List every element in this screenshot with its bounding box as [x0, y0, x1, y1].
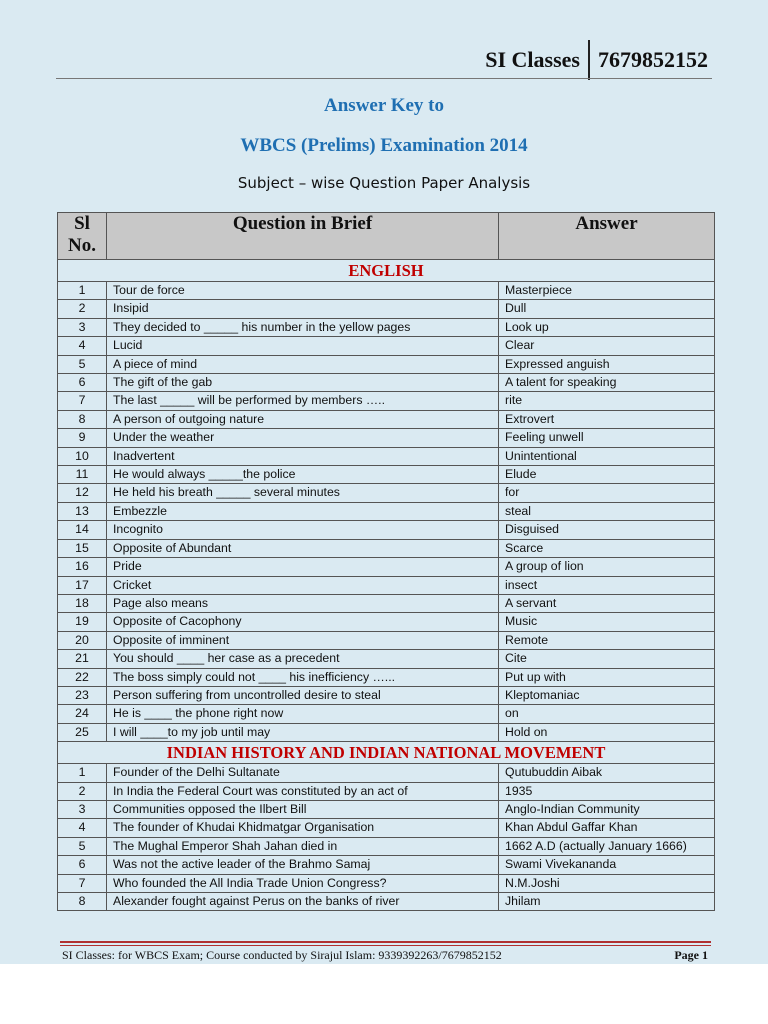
table-row [58, 392, 715, 410]
row-number: 8 [58, 410, 107, 428]
row-question: Lucid [107, 337, 499, 355]
row-question: The last _____ will be performed by members ….. [107, 392, 499, 410]
row-question: Opposite of Abundant [107, 539, 499, 557]
table-row [58, 374, 715, 392]
row-question: Founder of the Delhi Sultanate [107, 764, 499, 782]
row-question: In India the Federal Court was constituted by an act of [107, 782, 499, 800]
row-number: 14 [58, 521, 107, 539]
row-number: 15 [58, 539, 107, 557]
row-answer: Jhilam [499, 893, 715, 911]
table-row [58, 502, 715, 520]
row-question: The gift of the gab [107, 374, 499, 392]
row-number: 23 [58, 686, 107, 704]
row-question: Page also means [107, 594, 499, 612]
row-number: 10 [58, 447, 107, 465]
table-row [58, 819, 715, 837]
row-number: 8 [58, 893, 107, 911]
header-question: Question in Brief [107, 213, 499, 260]
row-question: The boss simply could not ____ his inefficiency …... [107, 668, 499, 686]
row-answer: N.M.Joshi [499, 874, 715, 892]
row-number: 17 [58, 576, 107, 594]
row-answer: Masterpiece [499, 282, 715, 300]
table-row [58, 337, 715, 355]
table-row [58, 576, 715, 594]
table-row [58, 668, 715, 686]
row-number: 20 [58, 631, 107, 649]
row-question: A person of outgoing nature [107, 410, 499, 428]
section-title: INDIAN HISTORY AND INDIAN NATIONAL MOVEMENT [58, 742, 715, 764]
row-answer: Remote [499, 631, 715, 649]
row-number: 5 [58, 355, 107, 373]
row-number: 19 [58, 613, 107, 631]
row-number: 1 [58, 764, 107, 782]
row-answer: Expressed anguish [499, 355, 715, 373]
row-question: Alexander fought against Perus on the banks of river [107, 893, 499, 911]
row-number: 11 [58, 466, 107, 484]
row-number: 3 [58, 800, 107, 818]
row-question: Opposite of Cacophony [107, 613, 499, 631]
table-body [58, 260, 715, 911]
table-row [58, 764, 715, 782]
row-number: 6 [58, 856, 107, 874]
table-row [58, 466, 715, 484]
row-answer: rite [499, 392, 715, 410]
row-answer: Music [499, 613, 715, 631]
header-divider [56, 78, 712, 79]
row-answer: Put up with [499, 668, 715, 686]
row-answer: Dull [499, 300, 715, 318]
row-number: 25 [58, 723, 107, 741]
row-number: 4 [58, 337, 107, 355]
footer-text: SI Classes: for WBCS Exam; Course conducted by Sirajul Islam: 9339392263/7679852152 [62, 948, 502, 962]
row-number: 1 [58, 282, 107, 300]
table-row [58, 539, 715, 557]
section-header-row [58, 742, 715, 764]
row-number: 24 [58, 705, 107, 723]
table-row [58, 484, 715, 502]
row-answer: Kleptomaniac [499, 686, 715, 704]
row-question: He would always _____the police [107, 466, 499, 484]
title-line-1: Answer Key to [324, 95, 444, 116]
table-row [58, 800, 715, 818]
header-phone: 7679852152 [598, 47, 708, 72]
row-answer: for [499, 484, 715, 502]
row-question: Incognito [107, 521, 499, 539]
footer-divider-thin [60, 945, 711, 946]
table-row [58, 686, 715, 704]
subtitle: Subject – wise Question Paper Analysis [237, 174, 531, 192]
row-answer: Qutubuddin Aibak [499, 764, 715, 782]
row-answer: Extrovert [499, 410, 715, 428]
row-answer: Look up [499, 318, 715, 336]
row-question: Communities opposed the Ilbert Bill [107, 800, 499, 818]
header-answer: Answer [499, 213, 715, 260]
table-row [58, 558, 715, 576]
row-number: 5 [58, 837, 107, 855]
row-answer: 1662 A.D (actually January 1666) [499, 837, 715, 855]
row-question: He is ____ the phone right now [107, 705, 499, 723]
table-row [58, 521, 715, 539]
row-number: 13 [58, 502, 107, 520]
row-number: 18 [58, 594, 107, 612]
table-row [58, 631, 715, 649]
brand-name: SI Classes [485, 40, 590, 80]
row-answer: on [499, 705, 715, 723]
row-answer: 1935 [499, 782, 715, 800]
row-number: 7 [58, 874, 107, 892]
table-header-row [58, 213, 715, 260]
table-row [58, 300, 715, 318]
table-row [58, 355, 715, 373]
table-row [58, 282, 715, 300]
table-row [58, 874, 715, 892]
row-number: 3 [58, 318, 107, 336]
row-question: Embezzle [107, 502, 499, 520]
row-question: Pride [107, 558, 499, 576]
table-row [58, 429, 715, 447]
row-answer: Unintentional [499, 447, 715, 465]
row-answer: Clear [499, 337, 715, 355]
row-question: Under the weather [107, 429, 499, 447]
page-header [485, 38, 708, 82]
row-question: I will ____to my job until may [107, 723, 499, 741]
row-answer: Hold on [499, 723, 715, 741]
row-number: 7 [58, 392, 107, 410]
row-answer: Cite [499, 650, 715, 668]
row-answer: insect [499, 576, 715, 594]
table-row [58, 856, 715, 874]
row-number: 21 [58, 650, 107, 668]
row-question: Tour de force [107, 282, 499, 300]
row-question: The Mughal Emperor Shah Jahan died in [107, 837, 499, 855]
title-line-2: WBCS (Prelims) Examination 2014 [240, 135, 528, 156]
row-question: Was not the active leader of the Brahmo Samaj [107, 856, 499, 874]
row-question: Cricket [107, 576, 499, 594]
row-number: 22 [58, 668, 107, 686]
row-answer: Swami Vivekananda [499, 856, 715, 874]
table-row [58, 318, 715, 336]
row-question: The founder of Khudai Khidmatgar Organisation [107, 819, 499, 837]
row-answer: Khan Abdul Gaffar Khan [499, 819, 715, 837]
table-row [58, 447, 715, 465]
row-number: 6 [58, 374, 107, 392]
row-number: 12 [58, 484, 107, 502]
section-title: ENGLISH [58, 260, 715, 282]
row-answer: Feeling unwell [499, 429, 715, 447]
row-answer: A talent for speaking [499, 374, 715, 392]
row-answer: A servant [499, 594, 715, 612]
page-number: Page 1 [674, 948, 708, 962]
table-row [58, 893, 715, 911]
row-question: Person suffering from uncontrolled desire to steal [107, 686, 499, 704]
row-answer: steal [499, 502, 715, 520]
table-row [58, 782, 715, 800]
row-answer: Disguised [499, 521, 715, 539]
footer-divider [60, 941, 711, 943]
row-question: Inadvertent [107, 447, 499, 465]
row-question: They decided to _____ his number in the yellow pages [107, 318, 499, 336]
table-row [58, 594, 715, 612]
section-header-row [58, 260, 715, 282]
row-answer: Anglo-Indian Community [499, 800, 715, 818]
row-question: He held his breath _____ several minutes [107, 484, 499, 502]
table-row [58, 650, 715, 668]
row-number: 2 [58, 300, 107, 318]
row-question: A piece of mind [107, 355, 499, 373]
row-number: 9 [58, 429, 107, 447]
row-question: Opposite of imminent [107, 631, 499, 649]
table-row [58, 837, 715, 855]
row-question: You should ____ her case as a precedent [107, 650, 499, 668]
table-row [58, 410, 715, 428]
table-row [58, 705, 715, 723]
header-sl-no: Sl No. [58, 213, 107, 260]
row-number: 2 [58, 782, 107, 800]
row-question: Who founded the All India Trade Union Congress? [107, 874, 499, 892]
table-row [58, 723, 715, 741]
row-question: Insipid [107, 300, 499, 318]
row-answer: Elude [499, 466, 715, 484]
page-footer [62, 948, 708, 963]
row-number: 16 [58, 558, 107, 576]
row-number: 4 [58, 819, 107, 837]
row-answer: A group of lion [499, 558, 715, 576]
row-answer: Scarce [499, 539, 715, 557]
answer-key-table [57, 212, 715, 911]
table-row [58, 613, 715, 631]
